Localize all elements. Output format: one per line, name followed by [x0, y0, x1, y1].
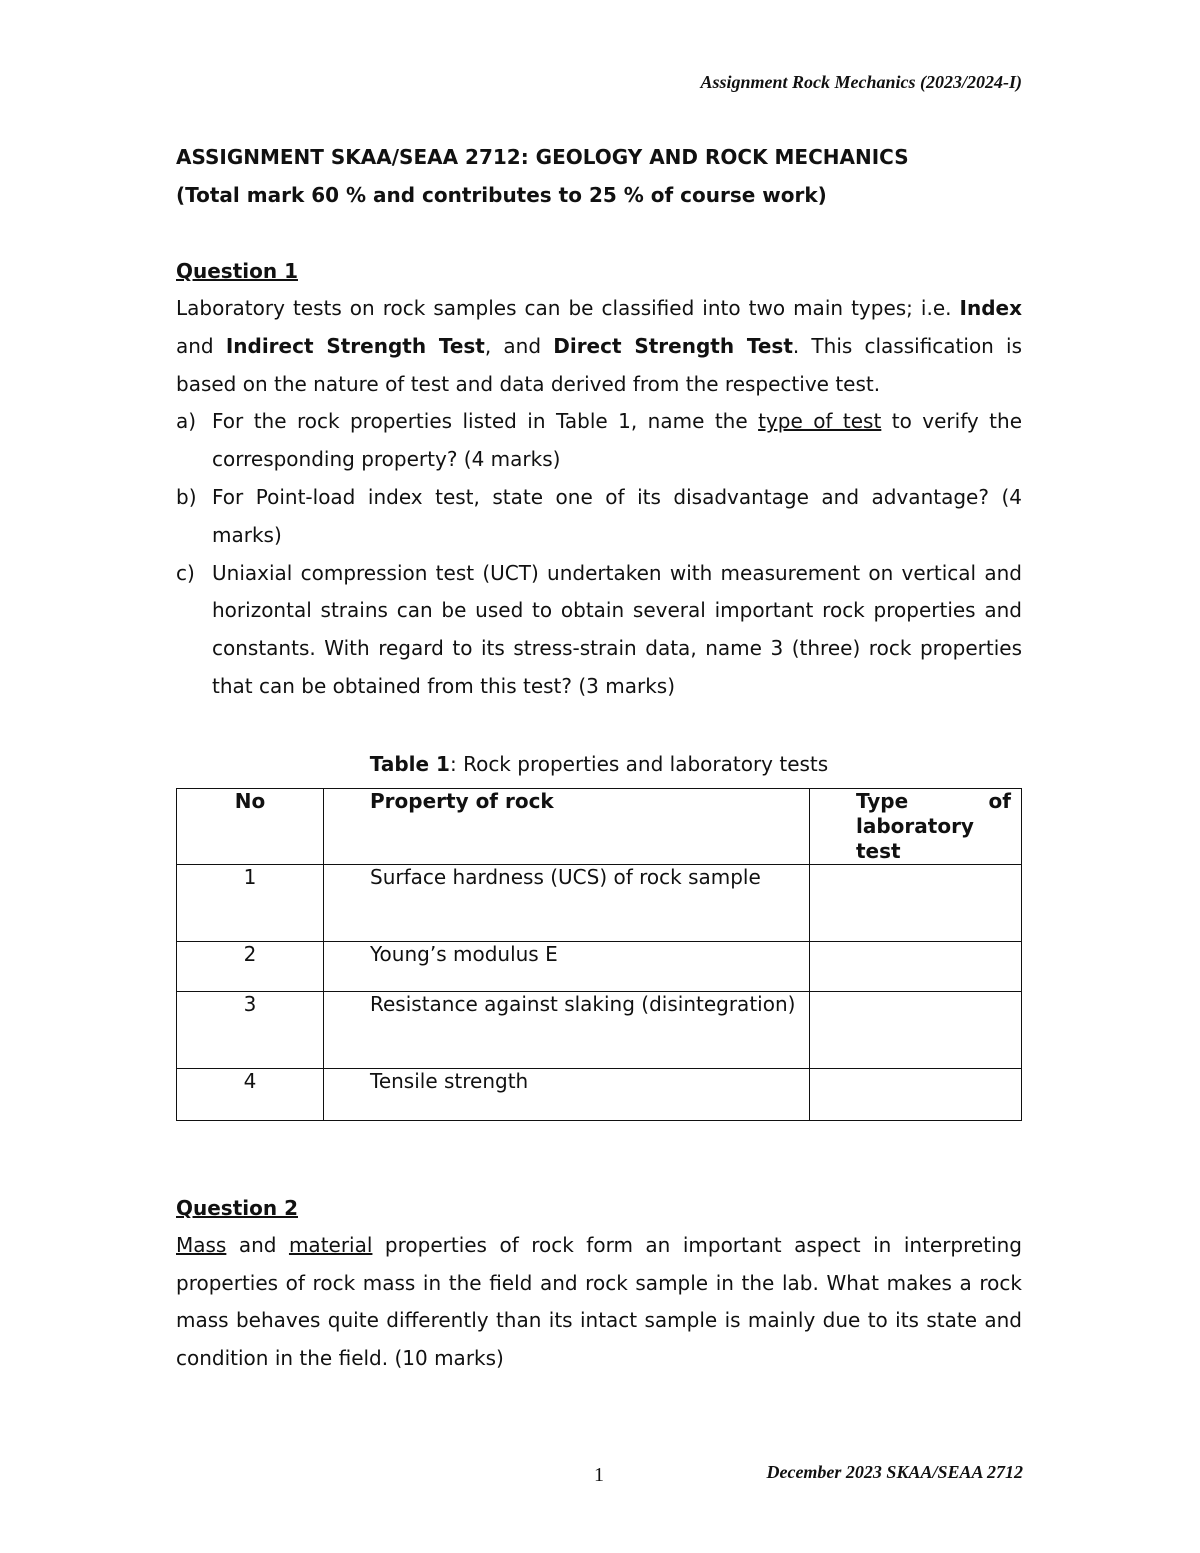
table-1 — [176, 788, 1022, 1121]
cell-no: 2 — [177, 941, 324, 991]
cell-type — [810, 941, 1022, 991]
question-2-heading: Question 2 — [176, 1195, 298, 1220]
table-row — [177, 941, 1022, 991]
cell-no: 4 — [177, 1068, 324, 1120]
cell-property: Surface hardness (UCS) of rock sample — [324, 864, 810, 941]
assignment-title: ASSIGNMENT SKAA/SEAA 2712: GEOLOGY AND ROCK MECHANICS — [176, 145, 909, 169]
part-letter: b) — [176, 484, 197, 509]
cell-type — [810, 1068, 1022, 1120]
cell-no: 3 — [177, 991, 324, 1068]
table-1-caption: Table 1: Rock properties and laboratory tests — [369, 751, 829, 776]
header-no: No — [177, 788, 324, 864]
part-letter: c) — [176, 560, 195, 585]
running-footer: December 2023 SKAA/SEAA 2712 — [766, 1462, 1023, 1482]
part-text: Uniaxial compression test (UCT) undertaken with measurement on vertical and horizontal strains can be used to obtain several important rock properties and constants. With regard to its stress-strain data, name 3 (three) rock properties that can be obtained from this test? (3 marks) — [212, 560, 1022, 698]
table-row — [177, 864, 1022, 941]
question-1-part-a — [176, 403, 1022, 479]
cell-property: Tensile strength — [324, 1068, 810, 1120]
cell-type — [810, 991, 1022, 1068]
question-1-part-b — [176, 479, 1022, 555]
part-text: For the rock properties listed in Table 1, name the type of test to verify the corresponding property? (4 marks) — [212, 409, 1022, 472]
question-1-heading: Question 1 — [176, 259, 298, 283]
question-1-parts — [176, 403, 1022, 705]
question-1-intro: Laboratory tests on rock samples can be classified into two main types; i.e. Index and Indirect Strength Test, and Direct Strength Test. This classification is based on the nature of test and data derived from the respective test. — [176, 296, 1023, 396]
table-header-row — [177, 788, 1022, 864]
table-row — [177, 991, 1022, 1068]
cell-no: 1 — [177, 864, 324, 941]
cell-property: Resistance against slaking (disintegration) — [324, 991, 810, 1068]
header-type: Type of laboratory test — [810, 788, 1022, 864]
part-letter: a) — [176, 409, 197, 434]
running-header: Assignment Rock Mechanics (2023/2024-I) — [700, 72, 1022, 92]
document-body — [176, 138, 1022, 1378]
table-row — [177, 1068, 1022, 1120]
question-2-text: Mass and material properties of rock form an important aspect in interpreting properties of rock mass in the field and rock sample in the lab. What makes a rock mass behaves quite differently than its intact sample is mainly due to its state and condition in the field. (10 marks) — [176, 1232, 1022, 1371]
question-1-part-c — [176, 555, 1022, 706]
cell-property: Young’s modulus E — [324, 941, 810, 991]
cell-type — [810, 864, 1022, 941]
header-property: Property of rock — [324, 788, 810, 864]
part-text: For Point-load index test, state one of its disadvantage and advantage? (4 marks) — [212, 484, 1022, 547]
page-number: 1 — [594, 1464, 604, 1486]
assignment-subtitle: (Total mark 60 % and contributes to 25 % of course work) — [176, 183, 827, 207]
